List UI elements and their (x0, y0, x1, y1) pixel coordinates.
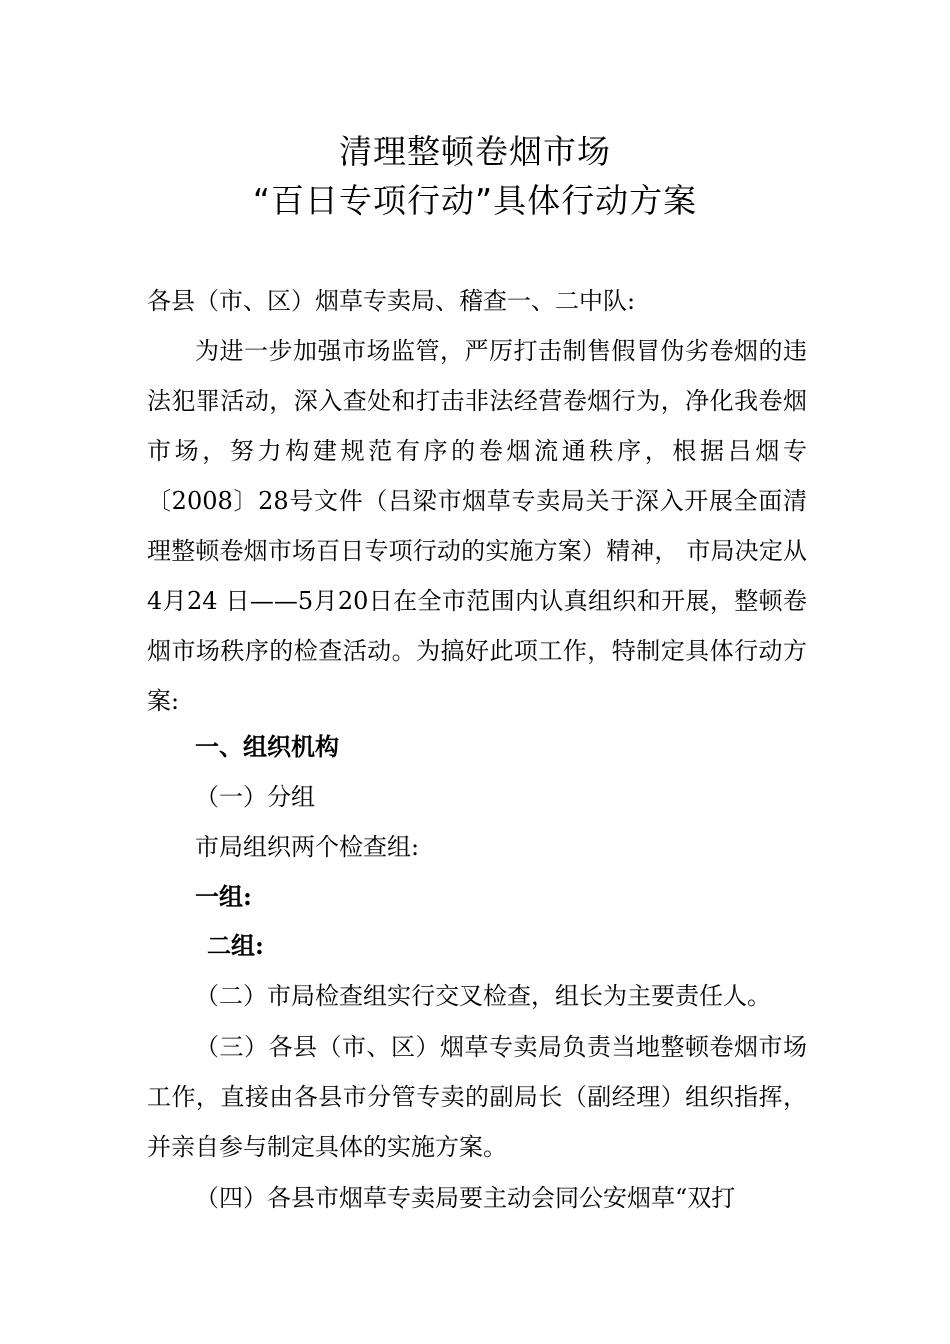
group-one-label: 一组: (195, 882, 252, 911)
subsection-county-responsibility: （三）各县（市、区）烟草专卖局负责当地整顿卷烟市场工作，直接由各县市分管专卖的副局长（副经理）组织指挥，并亲自参与制定具体的实施方案。 (147, 1033, 807, 1161)
section-heading-organization: 一、组织机构 (195, 732, 339, 761)
document-title-line1: 清理整顿卷烟市场 (339, 132, 611, 171)
subsection-cross-inspection: （二）市局检查组实行交叉检查，组长为主要责任人。 (195, 982, 771, 1010)
grouping-text: 市局组织两个检查组: (195, 833, 420, 861)
intro-paragraph: 为进一步加强市场监管，严厉打击制售假冒伪劣卷烟的违法犯罪活动，深入查处和打击非法经营卷烟行为，净化我卷烟市场，努力构建规范有序的卷烟流通秩序，根据吕烟专〔2008〕28号文件（吕梁市烟草专卖局关于深入开展全面清理整顿卷烟市场百日专项行动的实施方案）精神， 市局决定从4月24 日——5月20日在全市范围内认真组织和开展，整顿卷烟市场秩序的检查活动。为搞好此项工作，特制定具体行动方案: (147, 337, 807, 715)
document-title-line2: “百日专项行动”具体行动方案 (252, 181, 698, 220)
subsection-joint-action: （四）各县市烟草专卖局要主动会同公安烟草“双打 (195, 1184, 736, 1212)
subsection-grouping: （一）分组 (195, 783, 315, 811)
group-two-label: 二组: (207, 931, 264, 960)
salutation: 各县（市、区）烟草专卖局、稽查一、二中队: (147, 287, 636, 315)
